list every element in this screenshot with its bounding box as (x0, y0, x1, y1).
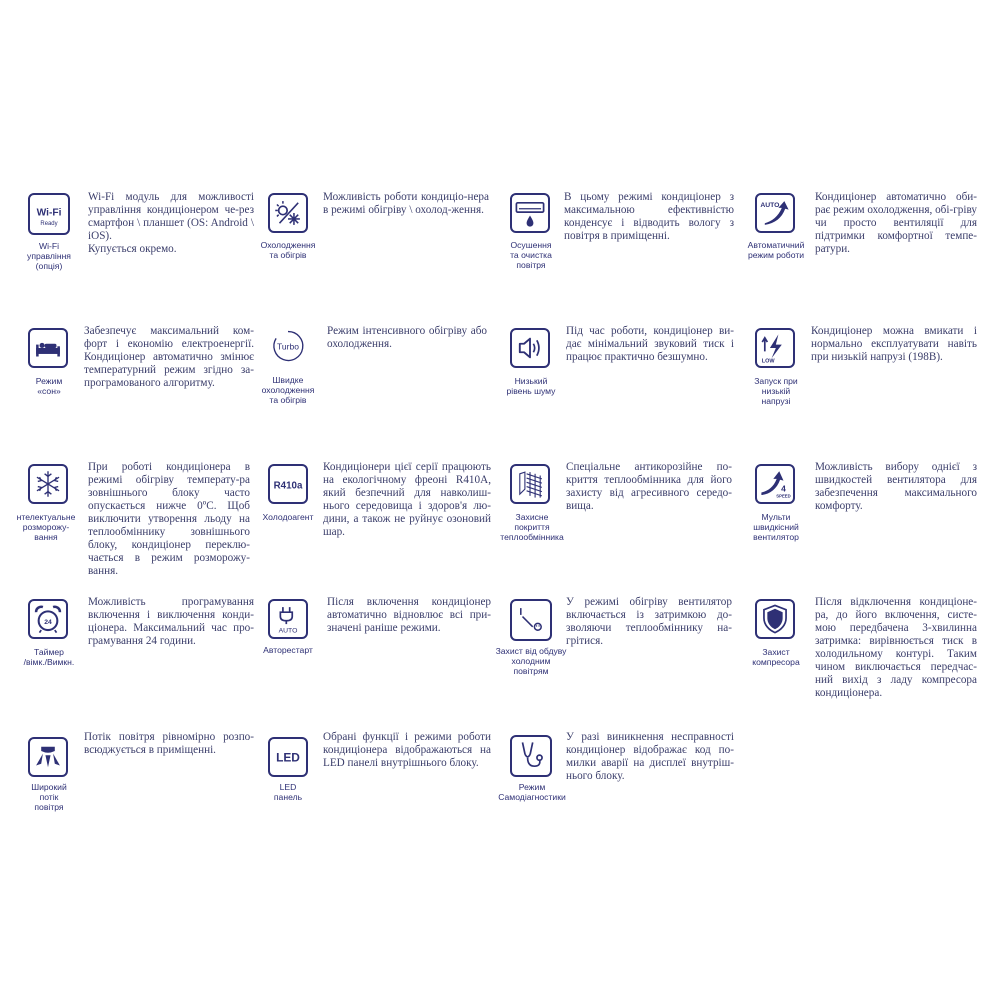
feature-caption: Захист від обдуву холодним повітрям (495, 646, 567, 676)
feature-caption: Режим «сон» (35, 376, 63, 396)
feature-description: Під час роботи, кондиціонер ви-дає мінімальний звуковий тиск і працює практично безшумно. (566, 325, 734, 363)
low-icon-text: LOW (761, 358, 775, 365)
timer-icon-text: 24 (44, 619, 52, 627)
feature-description: Після включення кондиціонер автоматично відновлює всі при-значені раніше режими. (327, 596, 491, 634)
feature-caption: Wi-Fi управління (опція) (27, 241, 71, 271)
wifi-icon-sub: Ready (40, 221, 58, 228)
feature-description: Можливість вибору однієї з швидкостей вентилятора для забезпечення максимального комфорту. (815, 461, 977, 512)
defrost-icon (28, 464, 68, 504)
feature-caption: Авторестарт (263, 645, 313, 655)
multi-speed-icon (755, 464, 795, 504)
feature-caption: LED панель (273, 782, 303, 802)
refrigerant-icon (268, 464, 308, 504)
wifi-ready-icon (28, 193, 70, 235)
feature-caption: нтелектуальне розморожу- вання (16, 512, 76, 542)
speaker-icon (510, 328, 550, 368)
feature-description: Режим інтенсивного обігріву або охолодження. (327, 325, 487, 350)
r410a-icon-text: R410a (273, 480, 303, 492)
feature-caption: Мульти швидкісний вентилятор (753, 512, 799, 542)
feature-caption: Низький рівень шуму (506, 376, 556, 396)
feature-caption: Захист компресора (752, 647, 800, 667)
feature-caption: Автоматичний режим роботи (747, 240, 805, 260)
cold-draft-icon (510, 599, 552, 641)
speed-icon-number: 4 (781, 483, 786, 494)
sleep-mode-icon (28, 328, 68, 368)
shield-icon (755, 599, 795, 639)
feature-description: Після відключення кондиціоне-ра, до його включення, систе-мою передбачена 3-хвилинна затримка: вирівнюється тиск в холодильному контурі. Таким чином виключається передчас-ний вихід з ладу компресора кондиціонера. (815, 596, 977, 699)
self-diagnostics-icon (510, 735, 552, 777)
feature-description: Потік повітря рівномірно розпо-всюджується в приміщенні. (84, 731, 254, 756)
turbo-icon (268, 326, 308, 366)
feature-description: Кондиціонер можна вмикати і нормально експлуатувати навіть при низькій напрузі (198В). (811, 325, 977, 363)
autorestart-icon-text: AUTO (278, 627, 298, 635)
feature-description: Кондиціонери цієї серії працюють на екологічному фреоні R410A, який безпечний для навколиш-нього середовища і здоров'я лю-дини, а також не руйнує озоновий шар. (323, 461, 491, 538)
feature-caption: Режим Самодіагностики (498, 782, 566, 802)
feature-caption: Холодоагент (262, 512, 314, 522)
low-voltage-icon (755, 328, 795, 368)
dry-mode-icon (510, 193, 550, 233)
feature-caption: Широкий потік повітря (31, 782, 67, 812)
feature-caption: Захисне покриття теплообмінника (500, 512, 564, 542)
feature-description: Кондиціонер автоматично оби-рає режим охолодження, обі-гріву чи просто вентиляції для підтримки комфортної темпе-ратури. (815, 191, 977, 255)
heat-exchanger-icon (510, 464, 550, 504)
alarm-clock-icon (28, 599, 68, 639)
wifi-icon-text: Wi-Fi (36, 207, 62, 219)
auto-restart-icon (268, 599, 308, 639)
feature-description: У режимі обігріву вентилятор включається із затримкою до-зволяючи теплообміннику на-грітися. (566, 596, 732, 647)
feature-description: При роботі кондиціонера в режимі обігріву температу-ра зовнішнього блоку часто опускається нижче 0ºC. Щоб виключити утворення льоду на теплообміннику зовнішнього блоку, кондиціонер переклю-чається в режим розморожу-вання. (88, 461, 250, 577)
speed-icon-sub: SPEED (776, 493, 791, 499)
led-panel-icon (268, 737, 308, 777)
feature-caption: Таймер /вімк./Вимкн. (23, 647, 75, 667)
feature-description: Можливість роботи кондиціо-нера в режимі обігріву \ охолод-ження. (323, 191, 489, 216)
wide-airflow-icon (28, 737, 68, 777)
feature-description: Wi-Fi модуль для можливості управління кондиціонером че-рез смартфон \ планшет (OS: Android \ iOS). Купується окремо. (88, 191, 254, 255)
feature-caption: Запуск при низькій напрузі (754, 376, 798, 406)
feature-caption: Охолодження та обігрів (260, 240, 316, 260)
feature-caption: Осушення та очистка повітря (510, 240, 552, 270)
feature-description: В цьому режимі кондиціонер з максимальною ефективністю конденсує і відводить вологу з повітря в приміщенні. (564, 191, 734, 242)
feature-description: Забезпечує максимальний ком-форт і економію електроенергії. Кондиціонер автоматично змінює температурний режим згідно за-програмованого алгоритму. (84, 325, 254, 389)
feature-description: Обрані функції і режими роботи кондиціонера відображаються на LED панелі внутрішнього блоку. (323, 731, 491, 769)
sun-snowflake-icon (268, 193, 308, 233)
feature-caption: Швидке охолодження та обігрів (261, 375, 315, 405)
feature-description: У разі виникнення несправності кондиціонер відображає код по-милки аварії на дисплеї внутріш-нього блоку. (566, 731, 734, 782)
feature-description: Можливість програмування включення і виключення конди-ціонера. Максимальний час про-грамування 24 години. (88, 596, 254, 647)
turbo-icon-text: Turbo (277, 341, 299, 352)
auto-mode-icon (755, 193, 795, 233)
auto-icon-text: AUTO (760, 202, 780, 210)
led-icon-text: LED (276, 750, 300, 765)
feature-description: Спеціальне антикорозійне по-криття теплообмінника для його захисту від агресивного середо-вища. (566, 461, 732, 512)
